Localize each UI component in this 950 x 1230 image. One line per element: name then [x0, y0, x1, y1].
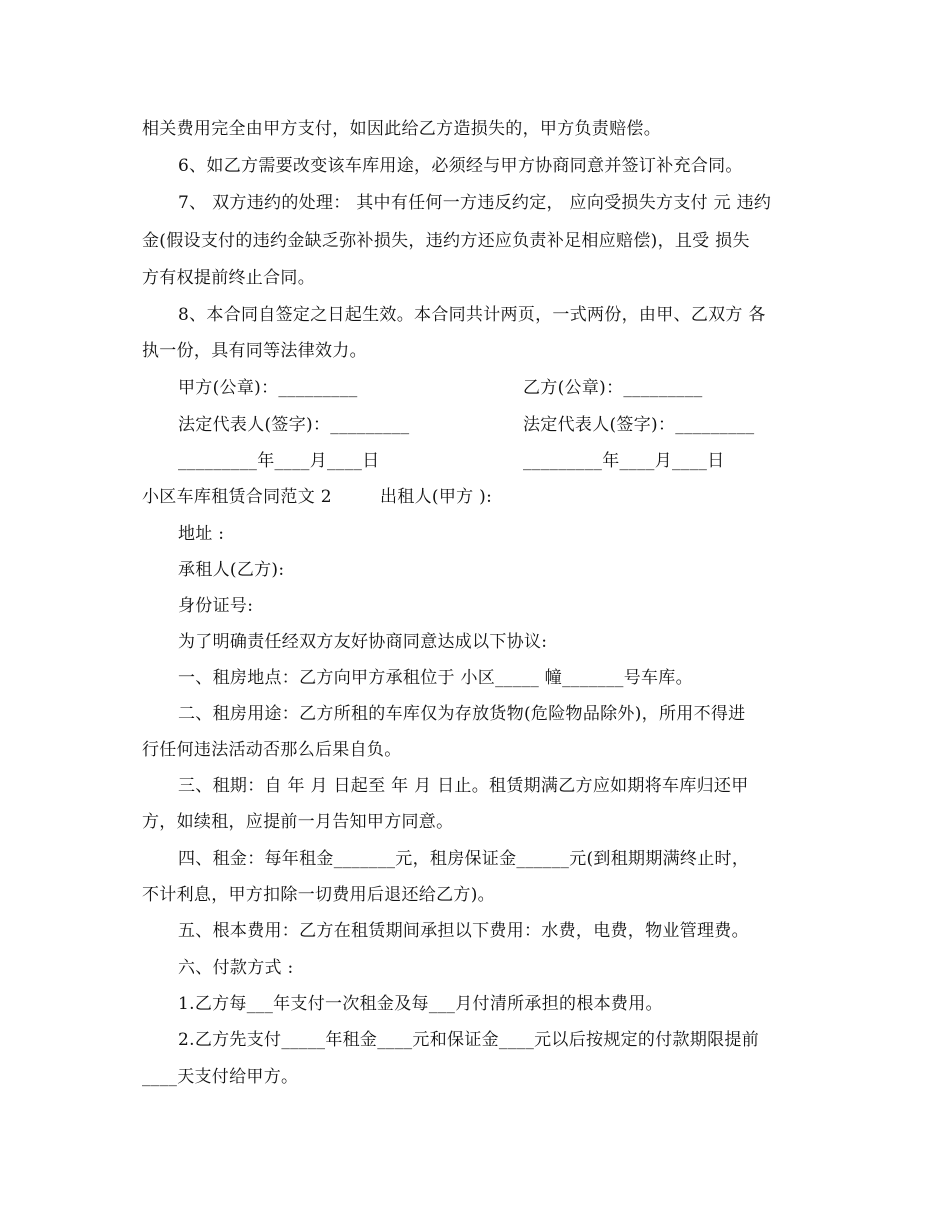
contract-2-title: 小区车库租赁合同范文 2: [142, 487, 332, 507]
item-3-line-1: 三、租期：自 年 月 日起至 年 月 日止。租赁期满乙方应如期将车库归还甲: [178, 776, 749, 796]
party-a-date: _________年____月____日: [178, 451, 380, 471]
paragraph-cost-continuation: 相关费用完全由甲方支付，如因此给乙方造损失的，甲方负责赔偿。: [142, 119, 661, 139]
clause-7-line-1: 7、 双方违约的处理： 其中有任何一方违反约定， 应向受损失方支付 元 违约: [178, 193, 772, 213]
item-3-line-2: 方，如续租，应提前一月告知甲方同意。: [142, 812, 454, 832]
lessee-label: 承租人(乙方):: [178, 560, 285, 580]
clause-7-line-3: 方有权提前终止合同。: [142, 268, 315, 288]
item-6-payment-method: 六、付款方式 :: [178, 958, 294, 978]
item-5-fees: 五、根本费用：乙方在租赁期间承担以下费用：水费，电费，物业管理费。: [178, 921, 749, 941]
party-b-representative: 法定代表人(签字)：_________: [523, 415, 755, 435]
payment-term-1: 1.乙方每___年支付一次租金及每___月付清所承担的根本费用。: [178, 994, 663, 1014]
id-number-label: 身份证号:: [178, 596, 254, 616]
clause-7-line-2: 金(假设支付的违约金缺乏弥补损失，违约方还应负责补足相应赔偿)，且受 损失: [142, 231, 750, 251]
item-1-location: 一、租房地点：乙方向甲方承租位于 小区_____ 幢_______号车库。: [178, 668, 693, 688]
party-b-seal: 乙方(公章)：_________: [523, 378, 703, 398]
party-a-seal: 甲方(公章)：_________: [178, 378, 358, 398]
item-4-line-1: 四、租金：每年租金_______元，租房保证金______元(到租期期满终止时，: [178, 849, 750, 869]
item-2-line-2: 行任何违法活动否那么后果自负。: [142, 740, 402, 760]
party-a-representative: 法定代表人(签字)：_________: [178, 415, 410, 435]
payment-term-2-line-1: 2.乙方先支付_____年租金____元和保证金____元以后按规定的付款期限提前: [178, 1030, 760, 1050]
clause-8-line-1: 8、本合同自签定之日起生效。本合同共计两页，一式两份，由甲、乙双方 各: [178, 305, 766, 325]
clause-6: 6、如乙方需要改变该车库用途，必须经与甲方协商同意并签订补充合同。: [178, 156, 743, 176]
item-2-line-1: 二、租房用途：乙方所租的车库仅为存放货物(危险物品除外)，所用不得进: [178, 704, 746, 724]
item-4-line-2: 不计利息，甲方扣除一切费用后退还给乙方)。: [142, 885, 495, 905]
lessor-label: 出租人(甲方 ):: [380, 487, 493, 507]
clause-8-line-2: 执一份，具有同等法律效力。: [142, 341, 367, 361]
preamble: 为了明确责任经双方友好协商同意达成以下协议:: [178, 632, 548, 652]
address-label: 地址 :: [178, 524, 225, 544]
party-b-date: _________年____月____日: [523, 451, 725, 471]
payment-term-2-line-2: ____天支付给甲方。: [142, 1067, 299, 1087]
